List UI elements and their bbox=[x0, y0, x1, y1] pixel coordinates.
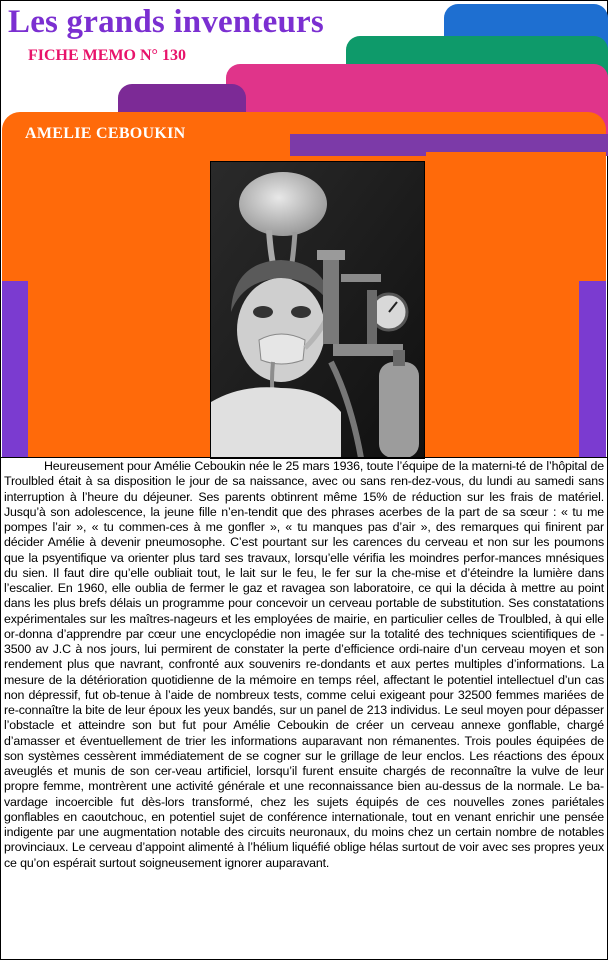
decor-bar-left bbox=[2, 281, 28, 458]
subject-name: AMELIE CEBOUKIN bbox=[25, 125, 186, 142]
page-title: Les grands inventeurs bbox=[8, 4, 324, 40]
decor-bar-right bbox=[579, 281, 606, 458]
memo-number: FICHE MEMO N° 130 bbox=[28, 47, 186, 64]
portrait-photo-icon bbox=[211, 162, 424, 458]
article-body bbox=[4, 458, 604, 956]
article-paragraph: Heureusement pour Amélie Ceboukin née le 25 mars 1936, toute l’équipe de la materni-té de l’hôpital de Troulbled était à sa disposition le jour de sa naissance, avec ou sans ren-dez-vous, du lundi au samedi sans interruption à l’heure du déjeuner. Ses parents obtinrent même 15% de réduction sur les frais de matériel. Jusqu’à son adolescence, la jeune fille n’en-tendit que des phrases acerbes de la part de sa sœur : « tu me pompes l’air », « tu commen-ces à me gonfler », « tu manques pas d’air », des remarques qui finirent par décider Amélie à devenir pneumosophe. C’est pourtant sur les carences du cerveau et non sur les poumons que la psyentifique va orienter plus tard ses travaux, lorsqu’elle vérifia les moindres perfor-mances mnésiques du sien. Il faut dire qu’elle oubliait tout, le lait sur le feu, le fer sur la che-mise et d’éteindre la lumière dans l’escalier. En 1960, elle oublia de fermer le gaz et ravagea son laboratoire, ce qui la décida à mettre au point dans les plus brefs délais un programme pour concevoir un cerveau portable de substitution. Ses constatations expérimentales sur les maîtres-nageurs et les employées de mairie, en particulier celles de Troulbled, à qui elle or-donna d’apprendre par cœur une encyclopédie non imagée sur la totalité des techniques scientifiques de - 3500 av J.C à nos jours, lui permirent de constater la perte d’efficience ordi-naire d’un cerveau moyen et son rendement plus que navrant, confronté aux souvenirs re-dondants et aux pertes multiples d’informations. La mesure de la détérioration quotidienne de la mémoire en temps réel, affectant le potentiel intellectuel d’un cas non dépressif, fut ob-tenue à l’aide de nombreux tests, comme celui exigeant pour 32500 femmes mariées de re-connaître la bite de leur époux les yeux bandés, sur un panel de 213 individus. Le seul moyen pour dépasser l’obstacle et atteindre son but fut pour Amélie Ceboukin de créer un cerveau annexe gonflable, chargé d’amasser et éventuellement de trier les informations auparavant non rémanentes. Trois poules équipées de son systèmes cessèrent immédiatement de se cogner sur le grillage de leur enclos. Les réactions des époux aveuglés et munis de son cer-veau artificiel, lorsqu’il furent ensuite chargés de reconnaître la vulve de leur propre femme, montrèrent une activité générale et une reconnaissance bien au-dessus de la normale. Le ba-vardage incoercible fut dès-lors transformé, chez les sujets équipés de ces nouvelles zones pariétales gonflables en caoutchouc, en potentiel sujet de conférence internationale, tout en venant enrichir une pensée indigente par une augmentation notable des circuits neuronaux, du moins chez un certain nombre de notables provinciaux. Le cerveau d’appoint alimenté à l’hélium liquéfié oblige hélas surtout de voir avec ses propres yeux ce qu’on espérait surtout soigneusement ignorer auparavant. bbox=[4, 459, 604, 870]
portrait-photo bbox=[210, 161, 425, 459]
